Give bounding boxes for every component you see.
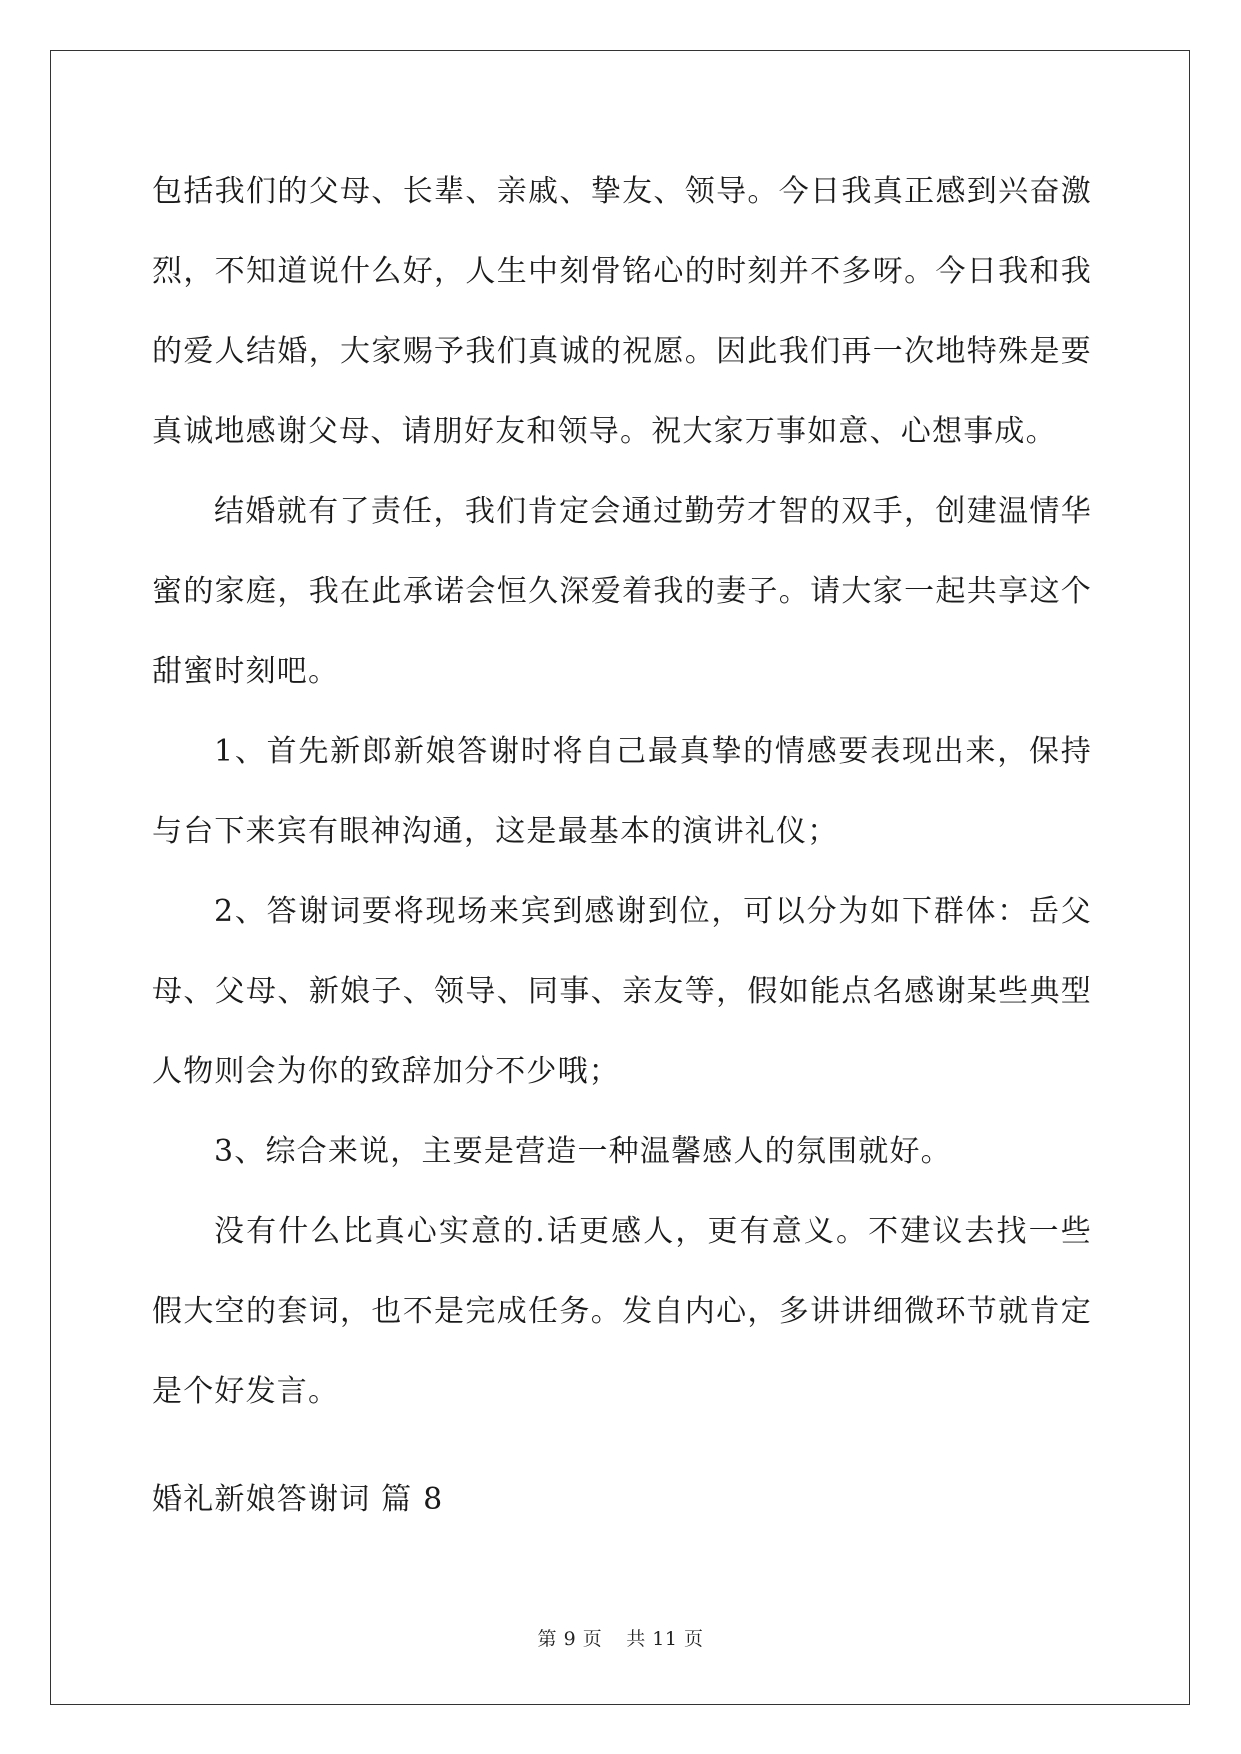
paragraph-continuation: 包括我们的父母、长辈、亲戚、挚友、领导。今日我真正感到兴奋激烈，不知道说什么好，人生中刻骨铭心的时刻并不多呀。今日我和我的爱人结婚，大家赐予我们真诚的祝愿。因此我们再一次地特殊是要真诚地感谢父母、请朋好友和领导。祝大家万事如意、心想事成。 (152, 174, 1092, 449)
paragraph-marriage-responsibility: 结婚就有了责任，我们肯定会通过勤劳才智的双手，创建温情华蜜的家庭，我在此承诺会恒久深爱着我的妻子。请大家一起共享这个甜蜜时刻吧。 (152, 494, 1092, 689)
paragraph-conclusion: 没有什么比真心实意的.话更感人，更有意义。不建议去找一些假大空的套词，也不是完成任务。发自内心，多讲讲细微环节就肯定是个好发言。 (152, 1214, 1092, 1409)
document-body (152, 152, 1092, 1432)
page-total: 共 11 页 (626, 1628, 704, 1650)
page-number: 第 9 页 (537, 1628, 603, 1650)
page-footer (0, 1624, 1241, 1651)
paragraph-tip-1: 1、首先新郎新娘答谢时将自己最真挚的情感要表现出来，保持与台下来宾有眼神沟通，这是最基本的演讲礼仪； (152, 734, 1092, 849)
paragraph-tip-2: 2、答谢词要将现场来宾到感谢到位，可以分为如下群体：岳父母、父母、新娘子、领导、同事、亲友等，假如能点名感谢某些典型人物则会为你的致辞加分不少哦； (152, 894, 1092, 1089)
paragraph-tip-3: 3、综合来说，主要是营造一种温馨感人的氛围就好。 (214, 1134, 952, 1169)
section-heading: 婚礼新娘答谢词 篇 8 (152, 1482, 444, 1517)
